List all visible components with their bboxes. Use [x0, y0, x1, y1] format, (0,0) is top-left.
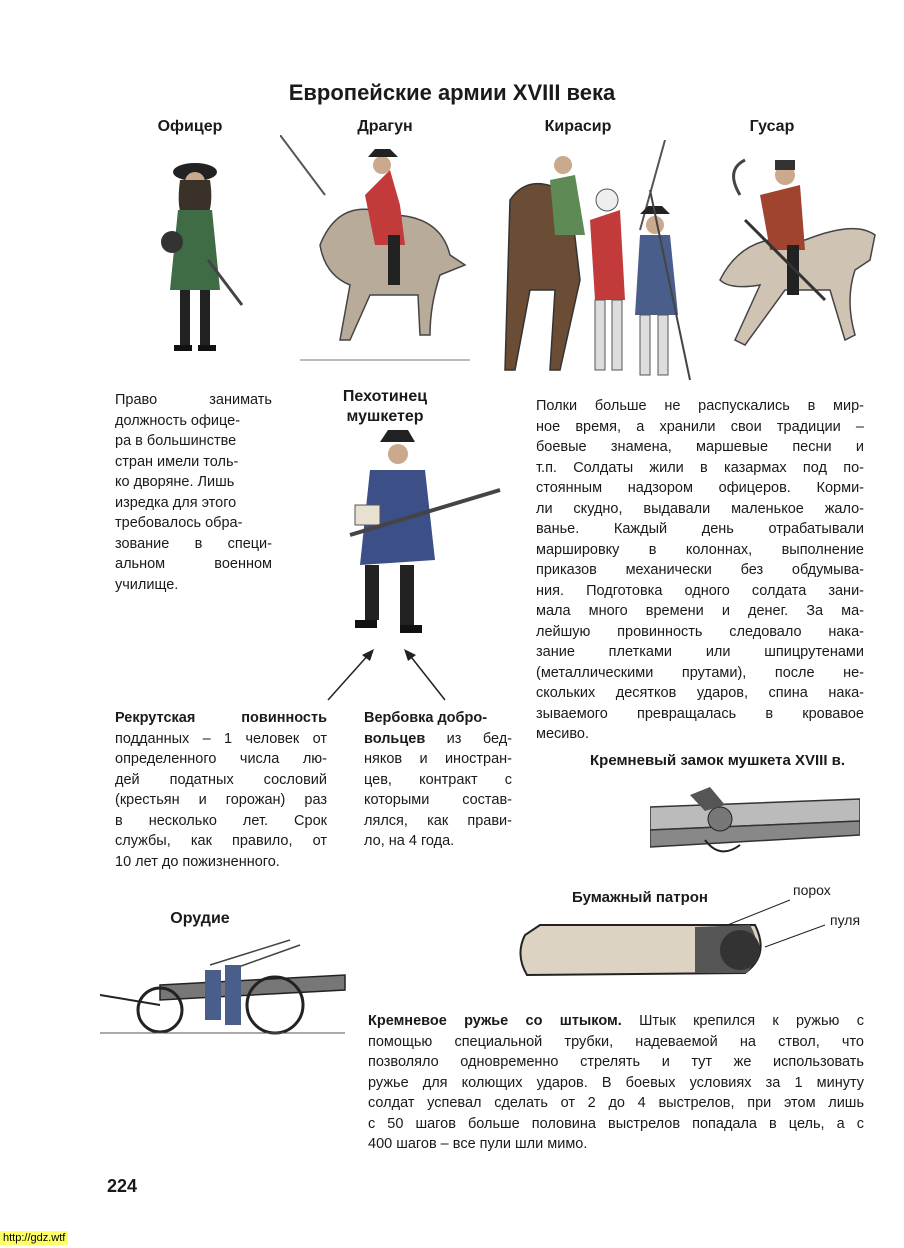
hussar-illustration: [705, 140, 880, 360]
arrows-illustration: [320, 645, 460, 705]
officer-caption: Офицер: [157, 118, 223, 135]
page-number: 224: [107, 1176, 138, 1196]
flintlock-illustration: [650, 785, 860, 865]
musketeer-illustration: [340, 430, 505, 645]
recruit-title: Рекрутская повинность: [115, 710, 327, 726]
cannon-illustration: [100, 935, 350, 1040]
hussar-caption: Гусар: [749, 118, 795, 135]
musket-text: Кремневое ружье со штыком. Штык крепился к ружью с помощью специальной трубки, надеваемой на ствол, что позволяло одновременно стрелять и тут же использовать ружье для колющих ударов. В боевых условиях за 1 минуту солдат успевал сделать от 2 до 4 выстрелов, при этом лишь с 50 шагов больше половина выстрелов попадала в цель, а с 400 шагов – все пули шли мимо.: [368, 1013, 864, 1152]
cuirassier-caption: Кирасир: [544, 118, 612, 135]
dragoon-caption: Драгун: [357, 118, 413, 135]
cannon-caption: Орудие: [170, 910, 230, 927]
cartridge-caption: Бумажный патрон: [572, 889, 708, 906]
cartridge-illustration: [515, 895, 830, 990]
page-title: Европейские армии XVIII века: [288, 80, 616, 105]
musket-title: Кремневое ружье со штыком.: [368, 1013, 622, 1029]
site-link[interactable]: http://gdz.wtf: [0, 1231, 68, 1245]
recruit-text: Рекрутская повинность подданных – 1 человек от определенного числа лю- дей податных сословий (крестьян и горожан) раз в несколько лет. Срок службы, как правило, от 10 лет до пожизненного.: [115, 710, 327, 870]
bullet-label: пуля: [830, 912, 861, 928]
officer-illustration: [150, 150, 250, 360]
musketeer-caption: Пехотинец мушкетер: [342, 388, 428, 425]
flintlock-caption: Кремневый замок мушкета XVIII в.: [590, 752, 846, 769]
powder-label: порох: [793, 882, 831, 898]
dragoon-illustration: [280, 135, 480, 365]
officer-text: Право занимать должность офице- ра в большинстве стран имели толь- ко дворяне. Лишь изредка для этого требовалось обра- зование в специ- альном военном училище.: [115, 392, 272, 593]
cuirassier-illustration: [500, 140, 700, 385]
volunteer-text: Вербовка добро- вольцев из бед- няков и иностран- цев, контракт с которыми состав- лялся, как прави- ло, на 4 года.: [364, 710, 512, 849]
volunteer-title: Вербовка добро-: [364, 710, 488, 726]
regiments-text: Полки больше не распускались в мир- ное время, а хранили свои традиции – боевые знамена, маршевые песни и т.п. Солдаты жили в казармах под по- стоянным надзором офицеров. Корми- ли скудно, выдавали маленькое жало- ванье. Каждый день отрабатывали маршировку в колоннах, выполнение приказов механически без обдумыва- ния. Подготовка одного солдата зани- мала много времени и денег. За ма- лейшую провинность следовало нака- зание плетками или шпицрутенами (металлическими прутами), после не- скольких десятков ударов, спина нака- зываемого превращалась в кровавое месиво.: [536, 398, 864, 742]
